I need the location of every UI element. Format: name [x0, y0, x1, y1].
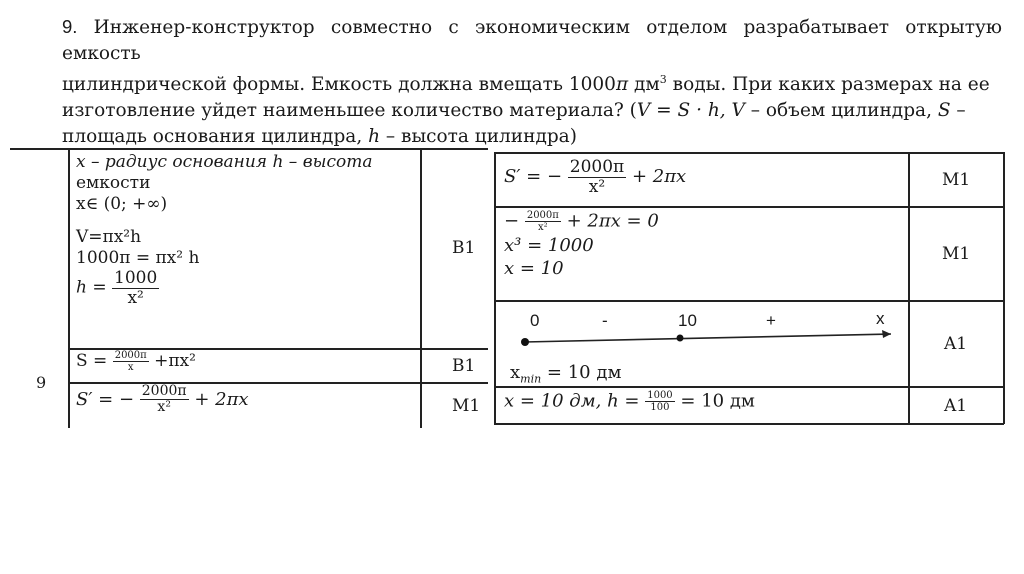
- right-equation-cube: x³ = 1000: [504, 235, 594, 256]
- right-table-left-border: [494, 152, 496, 424]
- left-table-col-divider-1: [68, 148, 70, 428]
- problem-line-3: изготовление уйдет наименьшее количество материала? (V = S · h, V – объем цилиндра, S –: [62, 100, 966, 122]
- fraction-equation: $\frac{2000\pi}{\text{x²}}$: [526, 210, 559, 233]
- left-line-radius: x – радиус основания h – высота: [76, 152, 373, 172]
- right-score-3: A1: [944, 334, 968, 354]
- xmin-result: $x_{min} = 10$ дм: [510, 362, 622, 386]
- right-table-top-border: [494, 152, 1004, 154]
- sign-number-line: [496, 302, 906, 352]
- axis-label-x: x: [876, 309, 885, 328]
- axis-label-0: 0: [530, 311, 540, 330]
- left-score-2: B1: [452, 356, 476, 376]
- left-line-h: h = $\frac{1000}{\text{x²}}$: [76, 268, 158, 308]
- number-line-point-0: [521, 338, 529, 346]
- problem-statement: [62, 14, 1002, 150]
- fraction-height: $\frac{1000}{100}$: [647, 390, 673, 413]
- left-score-3: M1: [452, 396, 481, 416]
- problem-line-4: площадь основания цилиндра, h – высота цилиндра): [62, 126, 577, 148]
- left-derivative-formula: S′ = − $\frac{2000\pi}{\text{x²}}$ + 2πx: [76, 383, 249, 416]
- problem-line-1: 9. Инженер-конструктор совместно с экономическим отделом разрабатывает открытую емкость: [62, 16, 1002, 64]
- left-table-top-border: [10, 148, 488, 150]
- number-line-axis: [524, 334, 891, 342]
- right-equation-block: [504, 210, 659, 279]
- left-line-capacity: емкости: [76, 173, 151, 193]
- axis-label-minus: -: [602, 311, 608, 330]
- right-table-col-divider: [908, 152, 910, 424]
- fraction-h: $\frac{1000}{\text{x²}}$: [114, 268, 158, 308]
- left-line-volume: V=πx²h: [76, 227, 142, 247]
- number-line-point-10: [677, 335, 684, 342]
- right-table-row-divider-1: [494, 206, 1004, 208]
- number-line-arrow-icon: [882, 330, 891, 338]
- axis-label-plus: +: [766, 311, 776, 330]
- final-answer: x = 10 дм, h = $\frac{1000}{100}$ = 10 дм: [504, 390, 755, 413]
- right-table-right-border: [1003, 152, 1005, 424]
- right-derivative-formula: S′ = − $\frac{2000\pi}{\text{x²}}$ + 2πx: [504, 157, 687, 197]
- left-score-1: B1: [452, 238, 476, 258]
- right-score-2: M1: [942, 244, 971, 264]
- right-score-1: M1: [942, 170, 971, 190]
- right-score-4: A1: [944, 396, 968, 416]
- right-table-bottom-border: [494, 423, 1004, 425]
- fraction-s: $\frac{2000\pi}{x}$: [114, 350, 147, 373]
- problem-number: 9.: [62, 16, 78, 37]
- row-number: 9: [36, 373, 47, 392]
- left-solution-cell: [76, 152, 416, 307]
- left-line-domain: x∈ (0; +∞): [76, 194, 168, 214]
- axis-label-10: 10: [678, 311, 697, 330]
- fraction-sprime-right: $\frac{2000\pi}{\text{x²}}$: [569, 157, 625, 197]
- problem-line-2: цилиндрической формы. Емкость должна вмещать 1000π $дм^3$ воды. При каких размерах на ее: [62, 73, 990, 96]
- fraction-sprime-left: $\frac{2000\pi}{\text{x²}}$: [141, 383, 187, 416]
- left-line-equation: 1000π = πx² h: [76, 248, 200, 268]
- left-table-col-divider-2: [420, 148, 422, 428]
- right-equation-root: x = 10: [504, 258, 564, 279]
- right-equation-zero: − $\frac{2000\pi}{\text{x²}}$ + 2πx = 0: [504, 210, 659, 233]
- left-area-formula: S = $\frac{2000\pi}{x}$ +πx²: [76, 350, 196, 373]
